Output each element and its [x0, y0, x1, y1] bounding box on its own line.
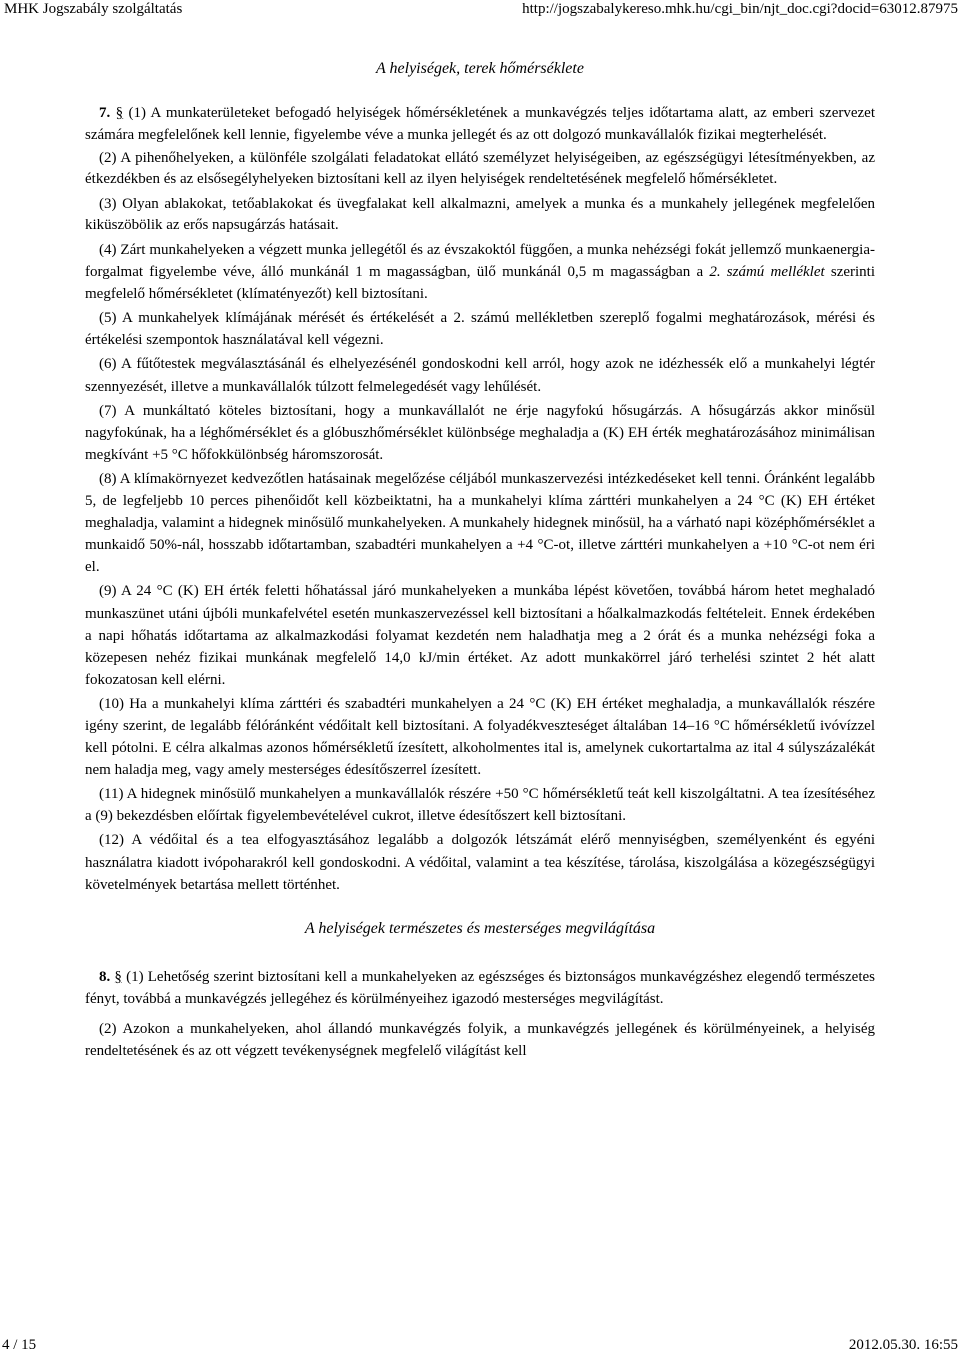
- paragraph-8-1: 8. § (1) Lehetőség szerint biztosítani kell a munkahelyeken az egészséges és biztonságos munkavégzéshez elegendő természetes fényt, továbbá a munkavégzés jellegéhez és körülményeihez igazodó mesterséges megvilágítást.: [85, 968, 875, 1007]
- paragraph-8-2: (2) Azokon a munkahelyeken, ahol állandó munkavégzés folyik, a munkavégzés jellegének és körülményeinek, a helyiség rendeltetésének és az ott végzett tevékenységnek megfelelő világítást kell: [85, 1020, 875, 1059]
- footer-page-number: 4 / 15: [2, 1337, 37, 1353]
- section-sign-link[interactable]: §: [115, 105, 124, 121]
- document-body: [85, 58, 875, 1064]
- paragraph-7-11: (11) A hidegnek minősülő munkahelyen a munkavállalók részére +50 °C hőmérsékletű teát kell kiszolgáltatni. A tea ízesítéséhez a (9) bekezdésben előírtak figyelembevételével cukrot, illetve édesítőszert kell biztosítani.: [85, 786, 875, 825]
- annex-2-link[interactable]: 2. számú melléklet: [709, 264, 825, 281]
- section-sign-link[interactable]: §: [114, 968, 122, 985]
- paragraph-7-8: (8) A klímakörnyezet kedvezőtlen hatásainak megelőzése céljából munkaszervezési intézkedéseket kell tenni. Óránként legalább 5, de legfeljebb 10 perces pihenőidőt kell közbeiktatni, ha a munkahelyi klíma zárttéri munkahelyen a 24 °C (K) EH értéket meghaladja, valamint a hidegnek minősülő munkahelyeken. A munkahely hidegnek minősül, ha a várható napi középhőmérséklet a munkaidő 50%-nál, hosszabb időtartamban, szabadtéri munkahelyen a +4 °C-ot, illetve zárttéri munkahelyen a +10 °C-ot nem éri el.: [85, 470, 875, 576]
- header-url: http://jogszabalykereso.mhk.hu/cgi_bin/njt_doc.cgi?docid=63012.87975: [522, 1, 958, 17]
- section-title-lighting: A helyiségek természetes és mesterséges megvilágítása: [304, 919, 656, 937]
- paragraph-7-4: (4) Zárt munkahelyeken a végzett munka jellegétől és az évszakoktól függően, a munka nehézségi fokát jellemző munkaenergia-forgalmat figyelembe véve, álló munkánál 1 m magasságban, ülő munkánál 0,5 m magasságban a 2. számú melléklet szerinti megfelelő hőmérsékletet (klímatényezőt) kell biztosítani.: [85, 242, 876, 303]
- paragraph-7-5: (5) A munkahelyek klímájának mérését és értékelését a 2. számú mellékletben szereplő fogalmi meghatározások, mérési és értékelési szempontok használatával kell végezni.: [85, 310, 875, 349]
- section-number: 7.: [99, 105, 111, 121]
- section-title-temperature: A helyiségek, terek hőmérséklete: [376, 60, 584, 77]
- section-number: 8.: [99, 968, 111, 985]
- paragraph-7-9: (9) A 24 °C (K) EH érték feletti hőhatással járó munkahelyeken a munkába lépést követően, továbbá három hetet meghaladó munkaszünet utáni újbóli munkafelvétel esetén munkaszervezéssel kell biztosítani a hőalkalmazkodás feltételeit. Ennek érdekében a napi hőhatás időtartama az alkalmazkodási folyamat kezdetén nem haladhatja meg a 2 órát és a munka nehézségi foka a közepesen nehéz fizikai munkának megfelelő 14,0 kJ/min értéket. Az adott munkakörrel járó terhelési szintet 2 hét alatt fokozatosan kell elérni.: [85, 583, 875, 688]
- header-site-name: MHK Jogszabály szolgáltatás: [4, 1, 183, 17]
- paragraph-7-2: (2) A pihenőhelyeken, a különféle szolgálati feladatokat ellátó személyzet helyiségeiben, az egészségügyi létesítményekben, az étkezdékben és az elsősegélyhelyeken biztosítani kell az ilyen helyiségek rendeltetésének megfelelő hőmérsékletet.: [85, 150, 875, 188]
- paragraph-7-10: (10) Ha a munkahelyi klíma zárttéri és szabadtéri munkahelyen a 24 °C (K) EH értéket meghaladja, a munkavállalók részére igény szerint, de legalább félóránként védőitalt kell biztosítani. A folyadékveszteséget általában 14–16 °C hőmérsékletű ivóvízzel kell pótolni. E célra alkalmas azonos hőmérsékletű ízesített, alkoholmentes ital is, amelynek cukortartalma az ital 4 súlyszázalékát nem haladja meg, vagy amely mesterséges édesítőszerrel ízesített.: [85, 695, 875, 779]
- footer-datetime: 2012.05.30. 16:55: [848, 1337, 958, 1353]
- paragraph-7-12: (12) A védőital és a tea elfogyasztásához legalább a dolgozók létszámát elérő mennyiségben, személyenként és egyéni használatra kiadott ivópoharakról kell gondoskodni. A védőital, valamint a tea készítése, tárolása, kiszolgálása a közegészségügyi követelmények betartása mellett történhet.: [85, 832, 875, 893]
- paragraph-7-6: (6) A fűtőtestek megválasztásánál és elhelyezésénél gondoskodni kell arról, hogy azok ne idézhessék elő a munkahelyi légtér szennyezését, illetve a munkavállalók túlzott felmelegedését vagy lehűlését.: [85, 356, 875, 395]
- paragraph-7-3: (3) Olyan ablakokat, tetőablakokat és üvegfalakat kell alkalmazni, amelyek a munka és a munkahely jellegének megfelelően kiküszöbölik az erős napsugárzás hatásait.: [85, 195, 875, 233]
- paragraph-7-7: (7) A munkáltató köteles biztosítani, hogy a munkavállalót ne érje nagyfokú hősugárzás. A hősugárzás akkor minősül nagyfokúnak, ha a léghőmérséklet és a glóbuszhőmérséklet különbsége meghaladja a (K) EH érték meghatározásához minimálisan megkívánt +5 °C hőfokkülönbség háromszorosát.: [85, 402, 875, 463]
- paragraph-7-1: 7. § (1) A munkaterületeket befogadó helyiségek hőmérsékletének a munkavégzés teljes időtartama alatt, az emberi szervezet számára megfelelőnek kell lennie, figyelembe véve a munka jellegét és az ott dolgozó munkavállalók fizikai megterhelését.: [85, 105, 876, 144]
